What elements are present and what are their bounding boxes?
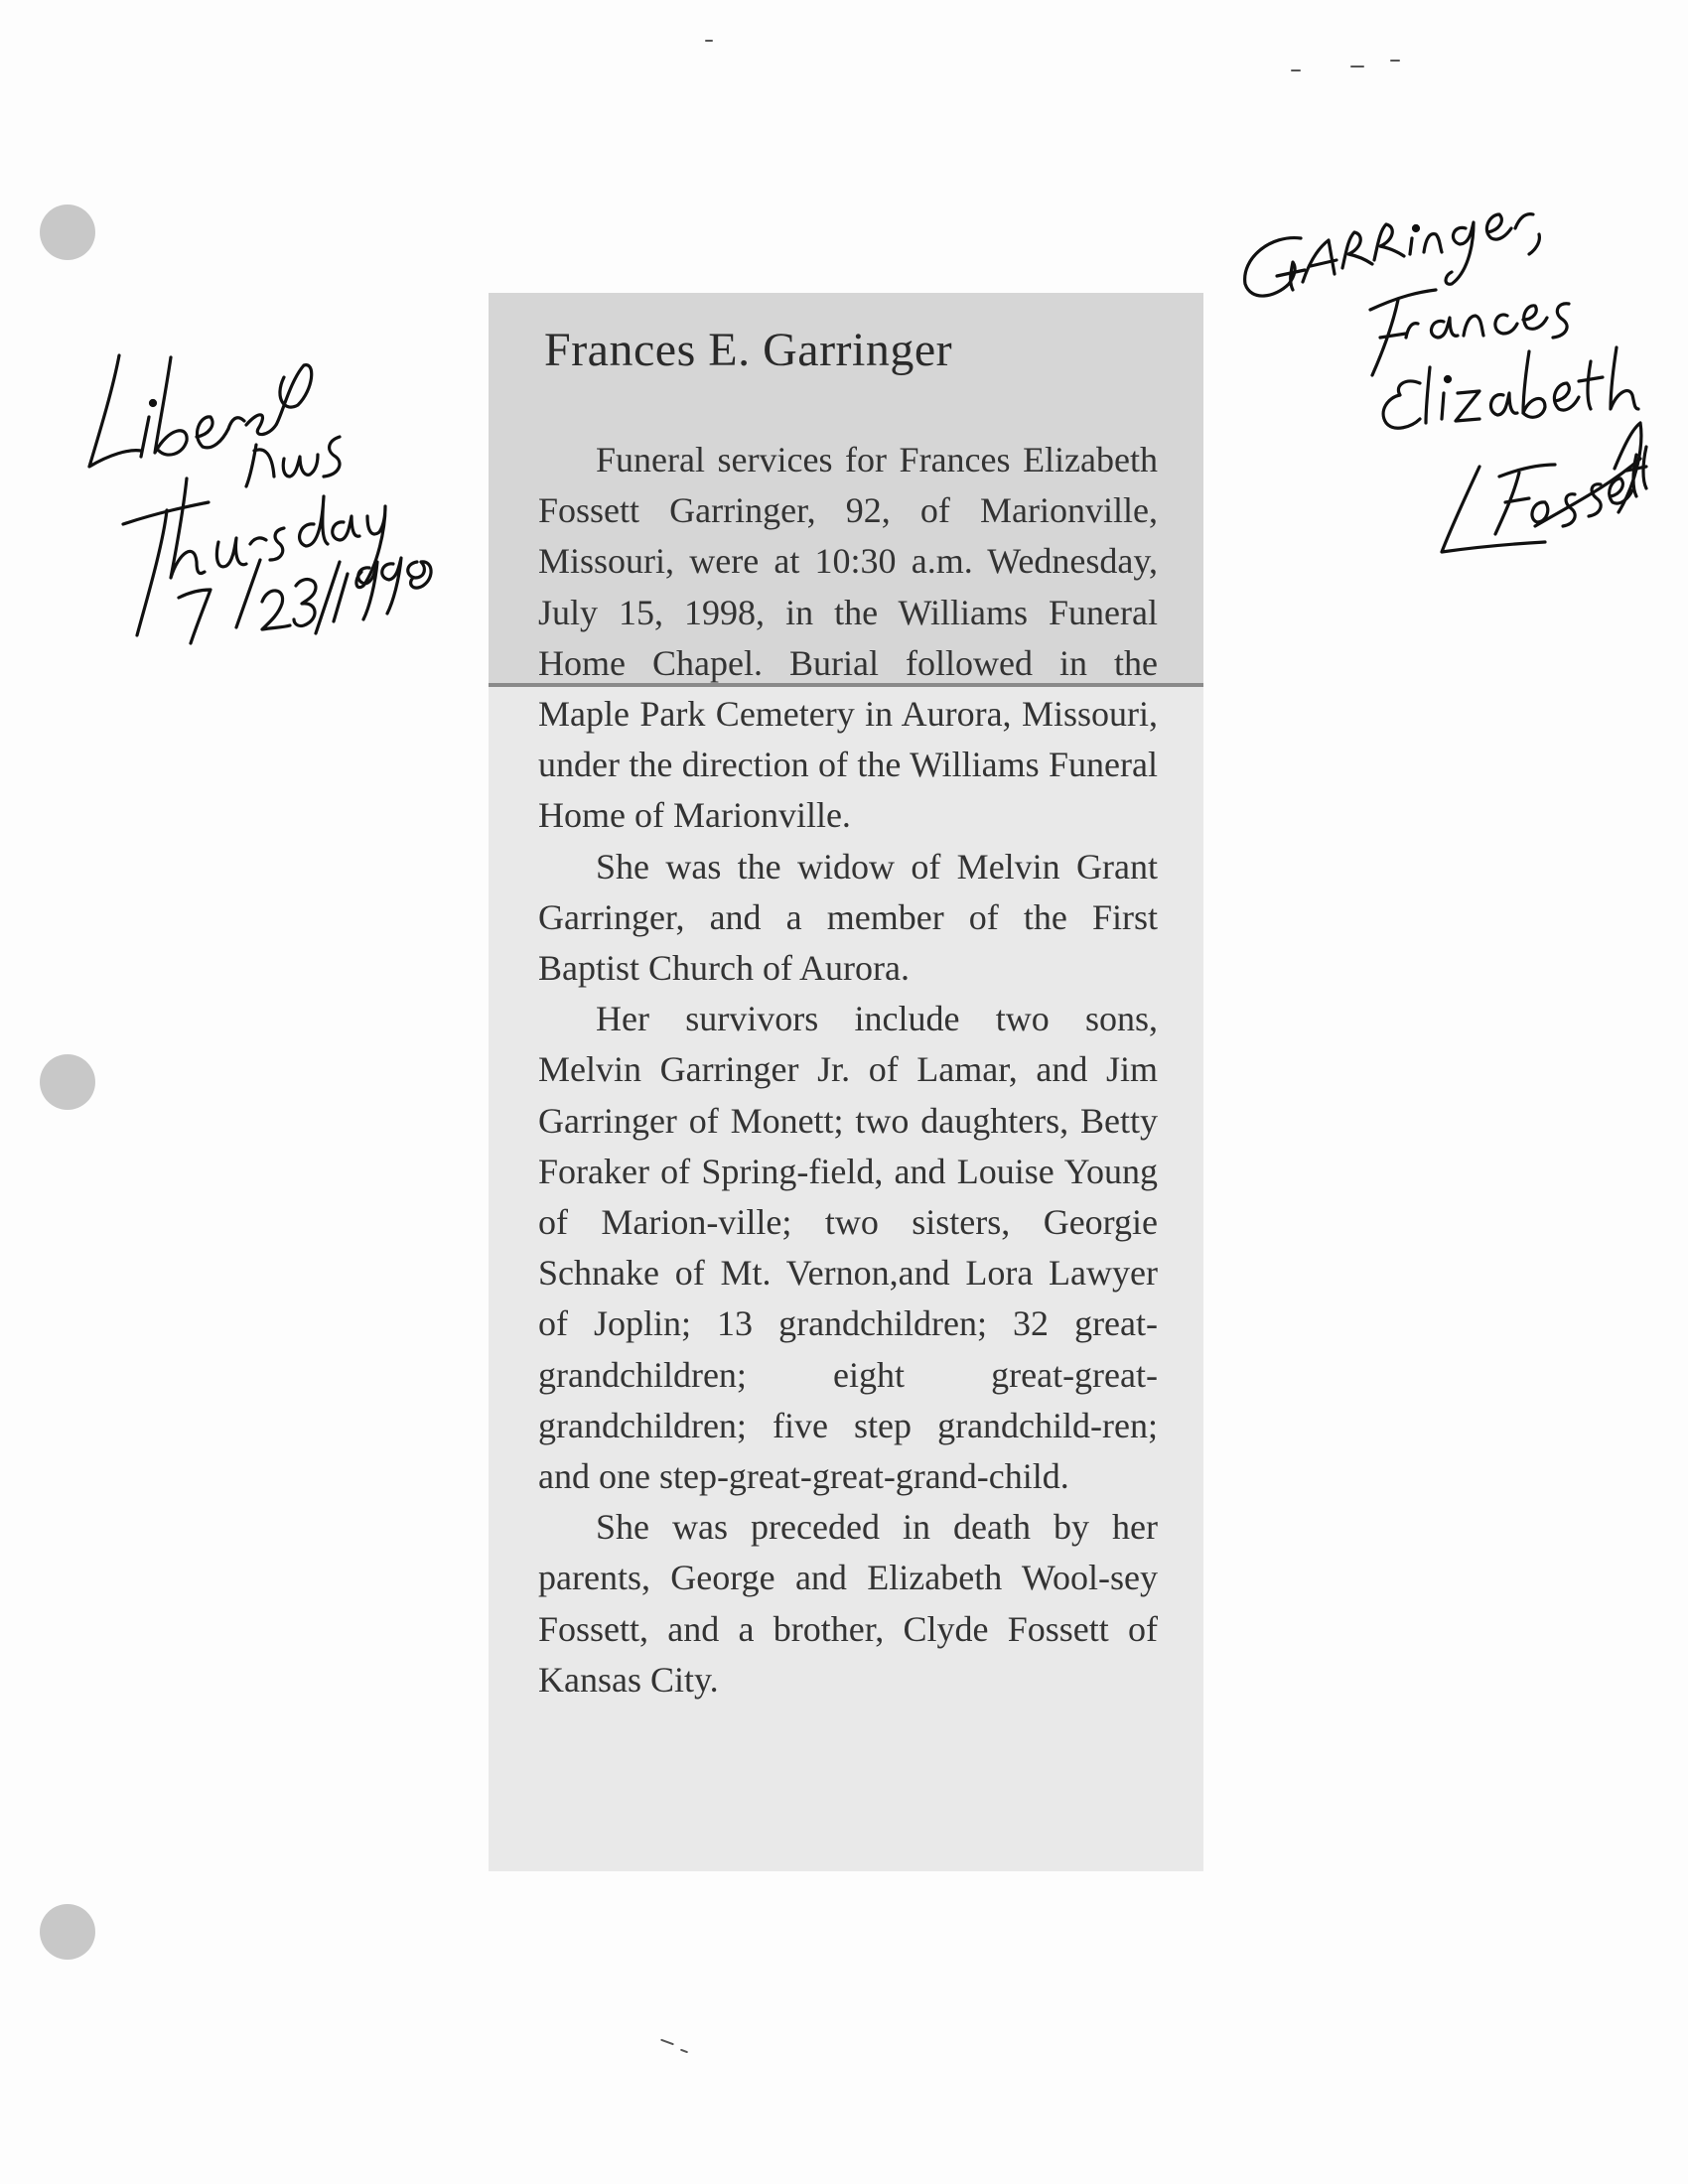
obituary-headline: Frances E. Garringer (544, 324, 953, 376)
obituary-body (538, 435, 1158, 1706)
scan-speck (1350, 66, 1364, 68)
scan-speck (705, 40, 713, 42)
scan-speck (1390, 60, 1400, 62)
paragraph-widow: She was the widow of Melvin Grant Garringer, and a member of the First Baptist Church of Aurora. (538, 846, 1158, 989)
handwritten-note-left (79, 318, 457, 645)
binder-hole-top (40, 205, 95, 260)
scan-speck (680, 2049, 688, 2054)
scan-speck (660, 2039, 674, 2046)
handwritten-note-right (1231, 199, 1648, 576)
binder-hole-middle (40, 1054, 95, 1110)
binder-hole-bottom (40, 1904, 95, 1960)
scan-speck (1291, 69, 1301, 71)
paragraph-survivors: Her survivors include two sons, Melvin Garringer Jr. of Lamar, and Jim Garringer of Monett; two daughters, Betty Foraker of Spring-field, and Louise Young of Marion-ville; two sisters, Georgie Schnake of Mt. Vernon,and Lora Lawyer of Joplin; 13 grandchildren; 32 great-grandchildren; eight great-great-grandchildren; five step grandchild-ren; and one step-great-great-grand-child. (538, 999, 1158, 1497)
paragraph-preceded: She was preceded in death by her parents, George and Elizabeth Wool-sey Fossett, and a brother, Clyde Fossett of Kansas City. (538, 1507, 1158, 1700)
paragraph-services: Funeral services for Frances Elizabeth Fossett Garringer, 92, of Marionville, Missouri, were at 10:30 a.m. Wednesday, July 15, 1998, in the Williams Funeral Home Chapel. Burial followed in the Maple Park Cemetery in Aurora, Missouri, under the direction of the Williams Funeral Home of Marionville. (538, 440, 1158, 836)
newspaper-clipping (489, 293, 1203, 1871)
